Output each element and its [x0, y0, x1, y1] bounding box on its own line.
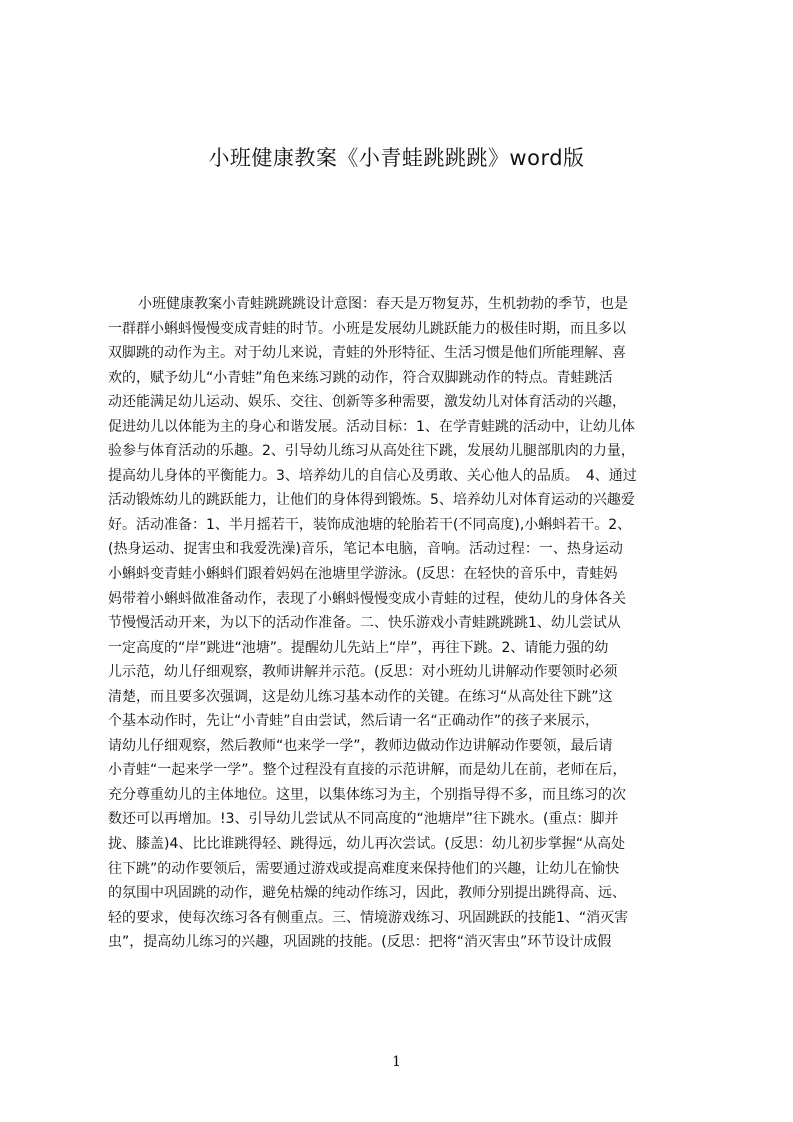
body-line: 拢、膝盖)4、比比谁跳得轻、跳得远，幼儿再次尝试。(反思：幼儿初步掌握“从高处 — [108, 836, 626, 853]
body-line: 清楚，而且要多次强调，这是幼儿练习基本动作的关键。在练习“从高处往下跳”这 — [108, 688, 613, 705]
document-title: 小班健康教案《小青蛙跳跳跳》word版 — [208, 146, 585, 170]
body-line: 个基本动作时，先让“小青蛙”自由尝试，然后请一名“正确动作”的孩子来展示， — [108, 713, 600, 730]
body-line: 轻的要求，使每次练习各有侧重点。三、情境游戏练习、巩固跳跃的技能1、“消灭害 — [108, 909, 629, 926]
body-line: 提高幼儿身体的平衡能力。3、培养幼儿的自信心及勇敢、关心他人的品质。 4、通过 — [108, 467, 637, 484]
body-line: 促进幼儿以体能为主的身心和谐发展。活动目标：1、在学青蛙跳的活动中，让幼儿体 — [108, 418, 635, 435]
body-line: 活动锻炼幼儿的跳跃能力，让他们的身体得到锻炼。5、培养幼儿对体育运动的兴趣爱 — [108, 492, 635, 509]
body-line: 好。活动准备：1、半月摇若干，装饰成池塘的轮胎若干(不同高度),小蝌蚪若干。2、 — [108, 516, 632, 533]
body-line: 小蝌蚪变青蛙小蝌蚪们跟着妈妈在池塘里学游泳。(反思：在轻快的音乐中，青蛙妈 — [108, 566, 618, 583]
body-line: 一定高度的“岸”跳进“池塘”。提醒幼儿先站上“岸”，再往下跳。2、请能力强的幼 — [108, 639, 609, 656]
body-line: 一群群小蝌蚪慢慢变成青蛙的时节。小班是发展幼儿跳跃能力的极佳时期，而且多以 — [108, 320, 626, 337]
body-line: 请幼儿仔细观察，然后教师“也来学一学”，教师边做动作边讲解动作要领，最后请 — [108, 737, 613, 754]
page-number: 1 — [392, 1054, 401, 1070]
body-line: 双脚跳的动作为主。对于幼儿来说，青蛙的外形特征、生活习惯是他们所能理解、喜 — [108, 345, 626, 362]
body-line: 的氛围中巩固跳的动作，避免枯燥的纯动作练习，因此，教师分别提出跳得高、远、 — [108, 885, 626, 902]
body-line: 验参与体育活动的乐趣。2、引导幼儿练习从高处往下跳，发展幼儿腿部肌肉的力量， — [108, 443, 635, 460]
body-line: 往下跳”的动作要领后，需要通过游戏或提高难度来保持他们的兴趣，让幼儿在愉快 — [108, 860, 620, 877]
body-line: (热身运动、捉害虫和我爱洗澡)音乐，笔记本电脑，音响。活动过程：一、热身运动 — [108, 541, 623, 558]
body-line: 虫”，提高幼儿练习的兴趣，巩固跳的技能。(反思：把将“消灭害虫”环节设计成假 — [108, 934, 612, 951]
body-line: 儿示范，幼儿仔细观察，教师讲解并示范。(反思：对小班幼儿讲解动作要领时必须 — [108, 664, 618, 681]
body-line: 数还可以再增加。!3、引导幼儿尝试从不同高度的“池塘岸”往下跳水。(重点：脚并 — [108, 811, 619, 828]
body-line: 小青蛙“一起来学一学”。整个过程没有直接的示范讲解，而是幼儿在前，老师在后， — [108, 762, 627, 779]
body-line: 欢的，赋予幼儿“小青蛙”角色来练习跳的动作，符合双脚跳动作的特点。青蛙跳活 — [108, 369, 613, 386]
body-line: 动还能满足幼儿运动、娱乐、交往、创新等多种需要，激发幼儿对体育活动的兴趣， — [108, 394, 626, 411]
body-line: 妈带着小蝌蚪做准备动作，表现了小蝌蚪慢慢变成小青蛙的过程，使幼儿的身体各关 — [108, 590, 626, 607]
body-line: 小班健康教案小青蛙跳跳跳设计意图：春天是万物复苏，生机勃勃的季节，也是 — [138, 296, 628, 312]
document-body — [108, 292, 700, 955]
body-line: 充分尊重幼儿的主体地位。这里，以集体练习为主，个别指导得不多，而且练习的次 — [108, 786, 626, 803]
body-line: 节慢慢活动开来，为以下的活动作准备。二、快乐游戏小青蛙跳跳跳1、幼儿尝试从 — [108, 615, 621, 632]
